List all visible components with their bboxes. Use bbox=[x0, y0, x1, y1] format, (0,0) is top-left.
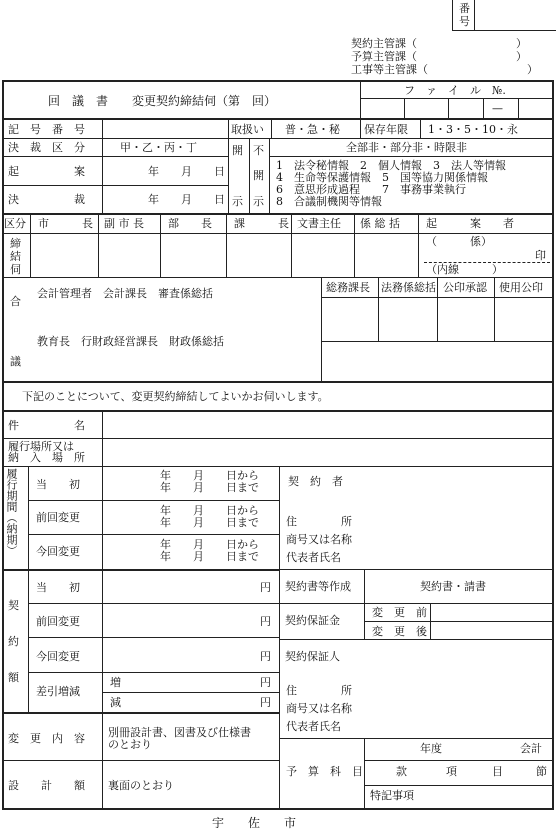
gaku-gen-yen: 円 bbox=[260, 696, 271, 709]
toriatsukai-label: 取扱い bbox=[231, 123, 264, 136]
approver-kachou: 課 長 bbox=[234, 217, 289, 230]
gaku-konkai: 今回変更 bbox=[36, 650, 80, 663]
gaku-gen: 減 bbox=[110, 696, 121, 709]
kakari-blank: （ 係） bbox=[426, 235, 492, 248]
kenmei-label: 件 名 bbox=[8, 419, 85, 432]
kikan-label: 履行期間（納期） bbox=[5, 468, 18, 556]
shosho-value: 契約書・請書 bbox=[420, 580, 486, 593]
hoshokin-mae: 変 更 前 bbox=[372, 606, 427, 619]
keiyakusha-daihyo: 代表者氏名 bbox=[286, 551, 341, 564]
gaku-zenkai-yen: 円 bbox=[260, 615, 271, 628]
gaku-tousho-yen: 円 bbox=[260, 581, 271, 594]
henko-label: 変 更 内 容 bbox=[8, 732, 85, 745]
gaku-konkai-yen: 円 bbox=[260, 650, 271, 663]
kessai-label: 決 裁 区 分 bbox=[8, 141, 85, 154]
hoshonin-shogo: 商号又は名称 bbox=[286, 702, 352, 715]
aigi-shiyo: 使用公印 bbox=[499, 281, 543, 294]
contract-dept: 契約主管課（ ） bbox=[351, 37, 527, 50]
henko-value-2: のとおり bbox=[108, 738, 152, 751]
statement: 下記のことについて、変更契約締結してよいかお伺いします。 bbox=[22, 390, 329, 403]
kikan-konkai-to: 年 月 日まで bbox=[160, 550, 259, 563]
sekkei-label: 設 計 額 bbox=[8, 779, 85, 792]
teiketsu-1: 締 bbox=[10, 237, 21, 250]
sekkei-value: 裏面のとおり bbox=[108, 779, 174, 792]
aigi-line-2: 教育長 行財政経営課長 財政係総括 bbox=[37, 335, 224, 348]
file-label: フ ァ イ ル №. bbox=[404, 84, 506, 97]
info-line-2: 4 生命等保護情報 5 国等協力関係情報 bbox=[276, 171, 488, 184]
yosan-nendo: 年度 bbox=[420, 742, 442, 755]
info-line-4: 8 合議制機関等情報 bbox=[276, 195, 382, 208]
budget-dept: 予算主管課（ ） bbox=[351, 50, 527, 63]
hozon-label: 保存年限 bbox=[364, 123, 408, 136]
info-line-3: 6 意思形成過程 7 事務事業執行 bbox=[276, 183, 466, 196]
toriatsukai-value: 普・急・秘 bbox=[285, 123, 340, 136]
info-line-1: 1 法令秘情報 2 個人情報 3 法人等情報 bbox=[276, 159, 506, 172]
yosan-tokki: 特記事項 bbox=[370, 789, 414, 802]
gaku-2: 約 bbox=[8, 635, 19, 648]
form-title: 回 議 書 変更契約締結伺（第 回） bbox=[48, 94, 277, 108]
aigi-somu: 総務課長 bbox=[326, 281, 370, 294]
aigi-2: 議 bbox=[10, 355, 21, 368]
kessai2-label: 決 裁 bbox=[8, 193, 85, 206]
aigi-homu: 法務係総括 bbox=[381, 281, 436, 294]
henko-value-1: 別冊設計書、図書及び仕様書 bbox=[108, 726, 251, 739]
kikan-tousho: 当 初 bbox=[36, 478, 80, 491]
fukai-1: 不 bbox=[253, 144, 264, 157]
number-label-bottom: 号 bbox=[459, 15, 470, 28]
seal-mark: 印 bbox=[535, 249, 546, 262]
gaku-zou-yen: 円 bbox=[260, 676, 271, 689]
approver-shicho: 市 長 bbox=[38, 217, 93, 230]
approver-buchou: 部 長 bbox=[168, 217, 212, 230]
keiyakusha-shogo: 商号又は名称 bbox=[286, 533, 352, 546]
zenbu-value: 全部非・部分非・時限非 bbox=[346, 141, 467, 154]
hoshokin-label: 契約保証金 bbox=[285, 614, 340, 627]
kessai-value: 甲・乙・丙・丁 bbox=[120, 141, 197, 154]
approver-fukushicho: 副 市 長 bbox=[104, 217, 144, 230]
aigi-1: 合 bbox=[10, 295, 21, 308]
naisen: （内線 ） bbox=[426, 263, 503, 276]
file-dash: — bbox=[492, 102, 503, 115]
gaku-zou: 増 bbox=[110, 676, 121, 689]
hozon-value: 1・3・5・10・永 bbox=[428, 123, 518, 136]
gaku-zenkai: 前回変更 bbox=[36, 615, 80, 628]
kikan-zenkai: 前回変更 bbox=[36, 511, 80, 524]
teiketsu-2: 結 bbox=[10, 250, 21, 263]
kikan-tousho-from: 年 月 日から bbox=[160, 469, 259, 482]
fukai-2: 開 bbox=[253, 169, 264, 182]
approver-shunin: 文書主任 bbox=[297, 217, 341, 230]
gaku-1: 契 bbox=[8, 599, 19, 612]
aigi-koukai: 公印承認 bbox=[443, 281, 487, 294]
teiketsu-3: 伺 bbox=[10, 263, 21, 276]
hoshokin-ato: 変 更 後 bbox=[372, 625, 427, 638]
keiyakusha-jusho: 住 所 bbox=[286, 515, 352, 528]
construction-dept: 工事等主管課（ ） bbox=[351, 63, 538, 76]
kikan-konkai: 今回変更 bbox=[36, 545, 80, 558]
approver-kubun: 区分 bbox=[4, 217, 26, 230]
city-name: 宇 佐 市 bbox=[212, 816, 297, 830]
kaiji-bottom: 示 bbox=[232, 195, 243, 208]
kikan-zenkai-from: 年 月 日から bbox=[160, 504, 259, 517]
rikou-line-2: 納 入 場 所 bbox=[8, 451, 85, 464]
kian-label: 起 案 bbox=[8, 165, 85, 178]
approver-kakari: 係 総 括 bbox=[360, 217, 400, 230]
gaku-sabiki: 差引増減 bbox=[36, 685, 80, 698]
approver-kian: 起 案 者 bbox=[426, 217, 514, 230]
kessai2-date: 年 月 日 bbox=[148, 193, 225, 206]
number-label-top: 番 bbox=[459, 2, 470, 15]
hoshonin-daihyo: 代表者氏名 bbox=[286, 720, 341, 733]
aigi-line-1: 会計管理者 会計課長 審査係総括 bbox=[37, 287, 213, 300]
kikan-tousho-to: 年 月 日まで bbox=[160, 481, 259, 494]
shosho-label: 契約書等作成 bbox=[285, 580, 351, 593]
kigo-label: 記 号 番 号 bbox=[8, 123, 85, 136]
gaku-tousho: 当 初 bbox=[36, 581, 80, 594]
hoshonin-jusho: 住 所 bbox=[286, 684, 352, 697]
yosan-moku: 目 bbox=[492, 765, 503, 778]
keiyakusha-label: 契 約 者 bbox=[288, 475, 343, 488]
yosan-setsu: 節 bbox=[536, 765, 547, 778]
kaiji-top: 開 bbox=[232, 144, 243, 157]
kikan-zenkai-to: 年 月 日まで bbox=[160, 516, 259, 529]
kikan-konkai-from: 年 月 日から bbox=[160, 538, 259, 551]
yosan-kaikei: 会計 bbox=[520, 742, 542, 755]
hoshonin-label: 契約保証人 bbox=[285, 650, 340, 663]
yosan-kan: 款 bbox=[396, 765, 407, 778]
kian-date: 年 月 日 bbox=[148, 165, 225, 178]
rikou-line-1: 履行場所又は bbox=[8, 440, 74, 453]
fukai-3: 示 bbox=[253, 195, 264, 208]
yosan-label: 予 算 科 目 bbox=[286, 765, 363, 778]
gaku-3: 額 bbox=[8, 671, 19, 684]
yosan-kou: 項 bbox=[446, 765, 457, 778]
